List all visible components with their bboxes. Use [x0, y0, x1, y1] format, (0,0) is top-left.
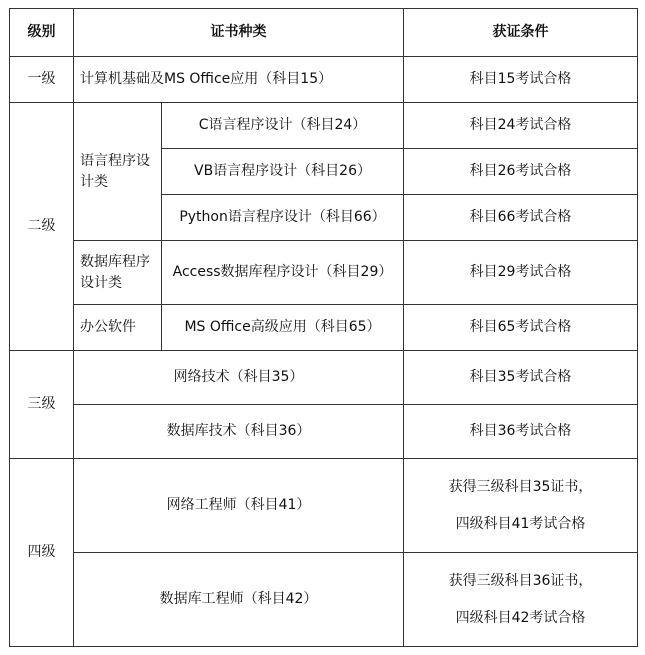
- cert-condition-line2: 四级科目41考试合格: [455, 515, 586, 532]
- category-cell: 语言程序设计类: [74, 103, 162, 241]
- cert-condition: [404, 553, 638, 647]
- cert-name: MS Office高级应用（科目65）: [162, 305, 404, 351]
- table-row: [10, 405, 638, 459]
- cert-condition-line1: 获得三级科目35证书，: [448, 479, 593, 496]
- cert-name: 数据库技术（科目36）: [74, 405, 404, 459]
- cert-condition: 科目66考试合格: [404, 195, 638, 241]
- level-cell: 四级: [10, 459, 74, 647]
- cert-condition-line1: 获得三级科目36证书，: [448, 573, 593, 590]
- cert-condition: 科目36考试合格: [404, 405, 638, 459]
- cert-name: 网络工程师（科目41）: [74, 459, 404, 553]
- level-cell: 一级: [10, 57, 74, 103]
- table-row: [10, 103, 638, 149]
- cert-name: VB语言程序设计（科目26）: [162, 149, 404, 195]
- category-cell: 数据库程序设计类: [74, 241, 162, 305]
- cert-condition: [404, 459, 638, 553]
- level-cell: 三级: [10, 351, 74, 459]
- table-row: [10, 305, 638, 351]
- table-row: [10, 351, 638, 405]
- cert-condition: 科目24考试合格: [404, 103, 638, 149]
- cert-condition: 科目35考试合格: [404, 351, 638, 405]
- table-row: [10, 553, 638, 647]
- header-level: 级别: [10, 9, 74, 57]
- cert-name: 数据库工程师（科目42）: [74, 553, 404, 647]
- category-cell: 办公软件: [74, 305, 162, 351]
- certificate-table: [9, 8, 638, 647]
- cert-condition: 科目65考试合格: [404, 305, 638, 351]
- header-condition: 获证条件: [404, 9, 638, 57]
- certificate-table-container: [9, 8, 638, 647]
- cert-condition: 科目26考试合格: [404, 149, 638, 195]
- cert-name: Access数据库程序设计（科目29）: [162, 241, 404, 305]
- cert-name: C语言程序设计（科目24）: [162, 103, 404, 149]
- header-type: 证书种类: [74, 9, 404, 57]
- cert-name: 计算机基础及MS Office应用（科目15）: [74, 57, 404, 103]
- cert-name: Python语言程序设计（科目66）: [162, 195, 404, 241]
- level-cell: 二级: [10, 103, 74, 351]
- table-row: [10, 459, 638, 553]
- table-row: [10, 57, 638, 103]
- cert-condition: 科目29考试合格: [404, 241, 638, 305]
- table-row: [10, 241, 638, 305]
- cert-condition: 科目15考试合格: [404, 57, 638, 103]
- header-row: [10, 9, 638, 57]
- cert-condition-line2: 四级科目42考试合格: [455, 609, 586, 626]
- cert-name: 网络技术（科目35）: [74, 351, 404, 405]
